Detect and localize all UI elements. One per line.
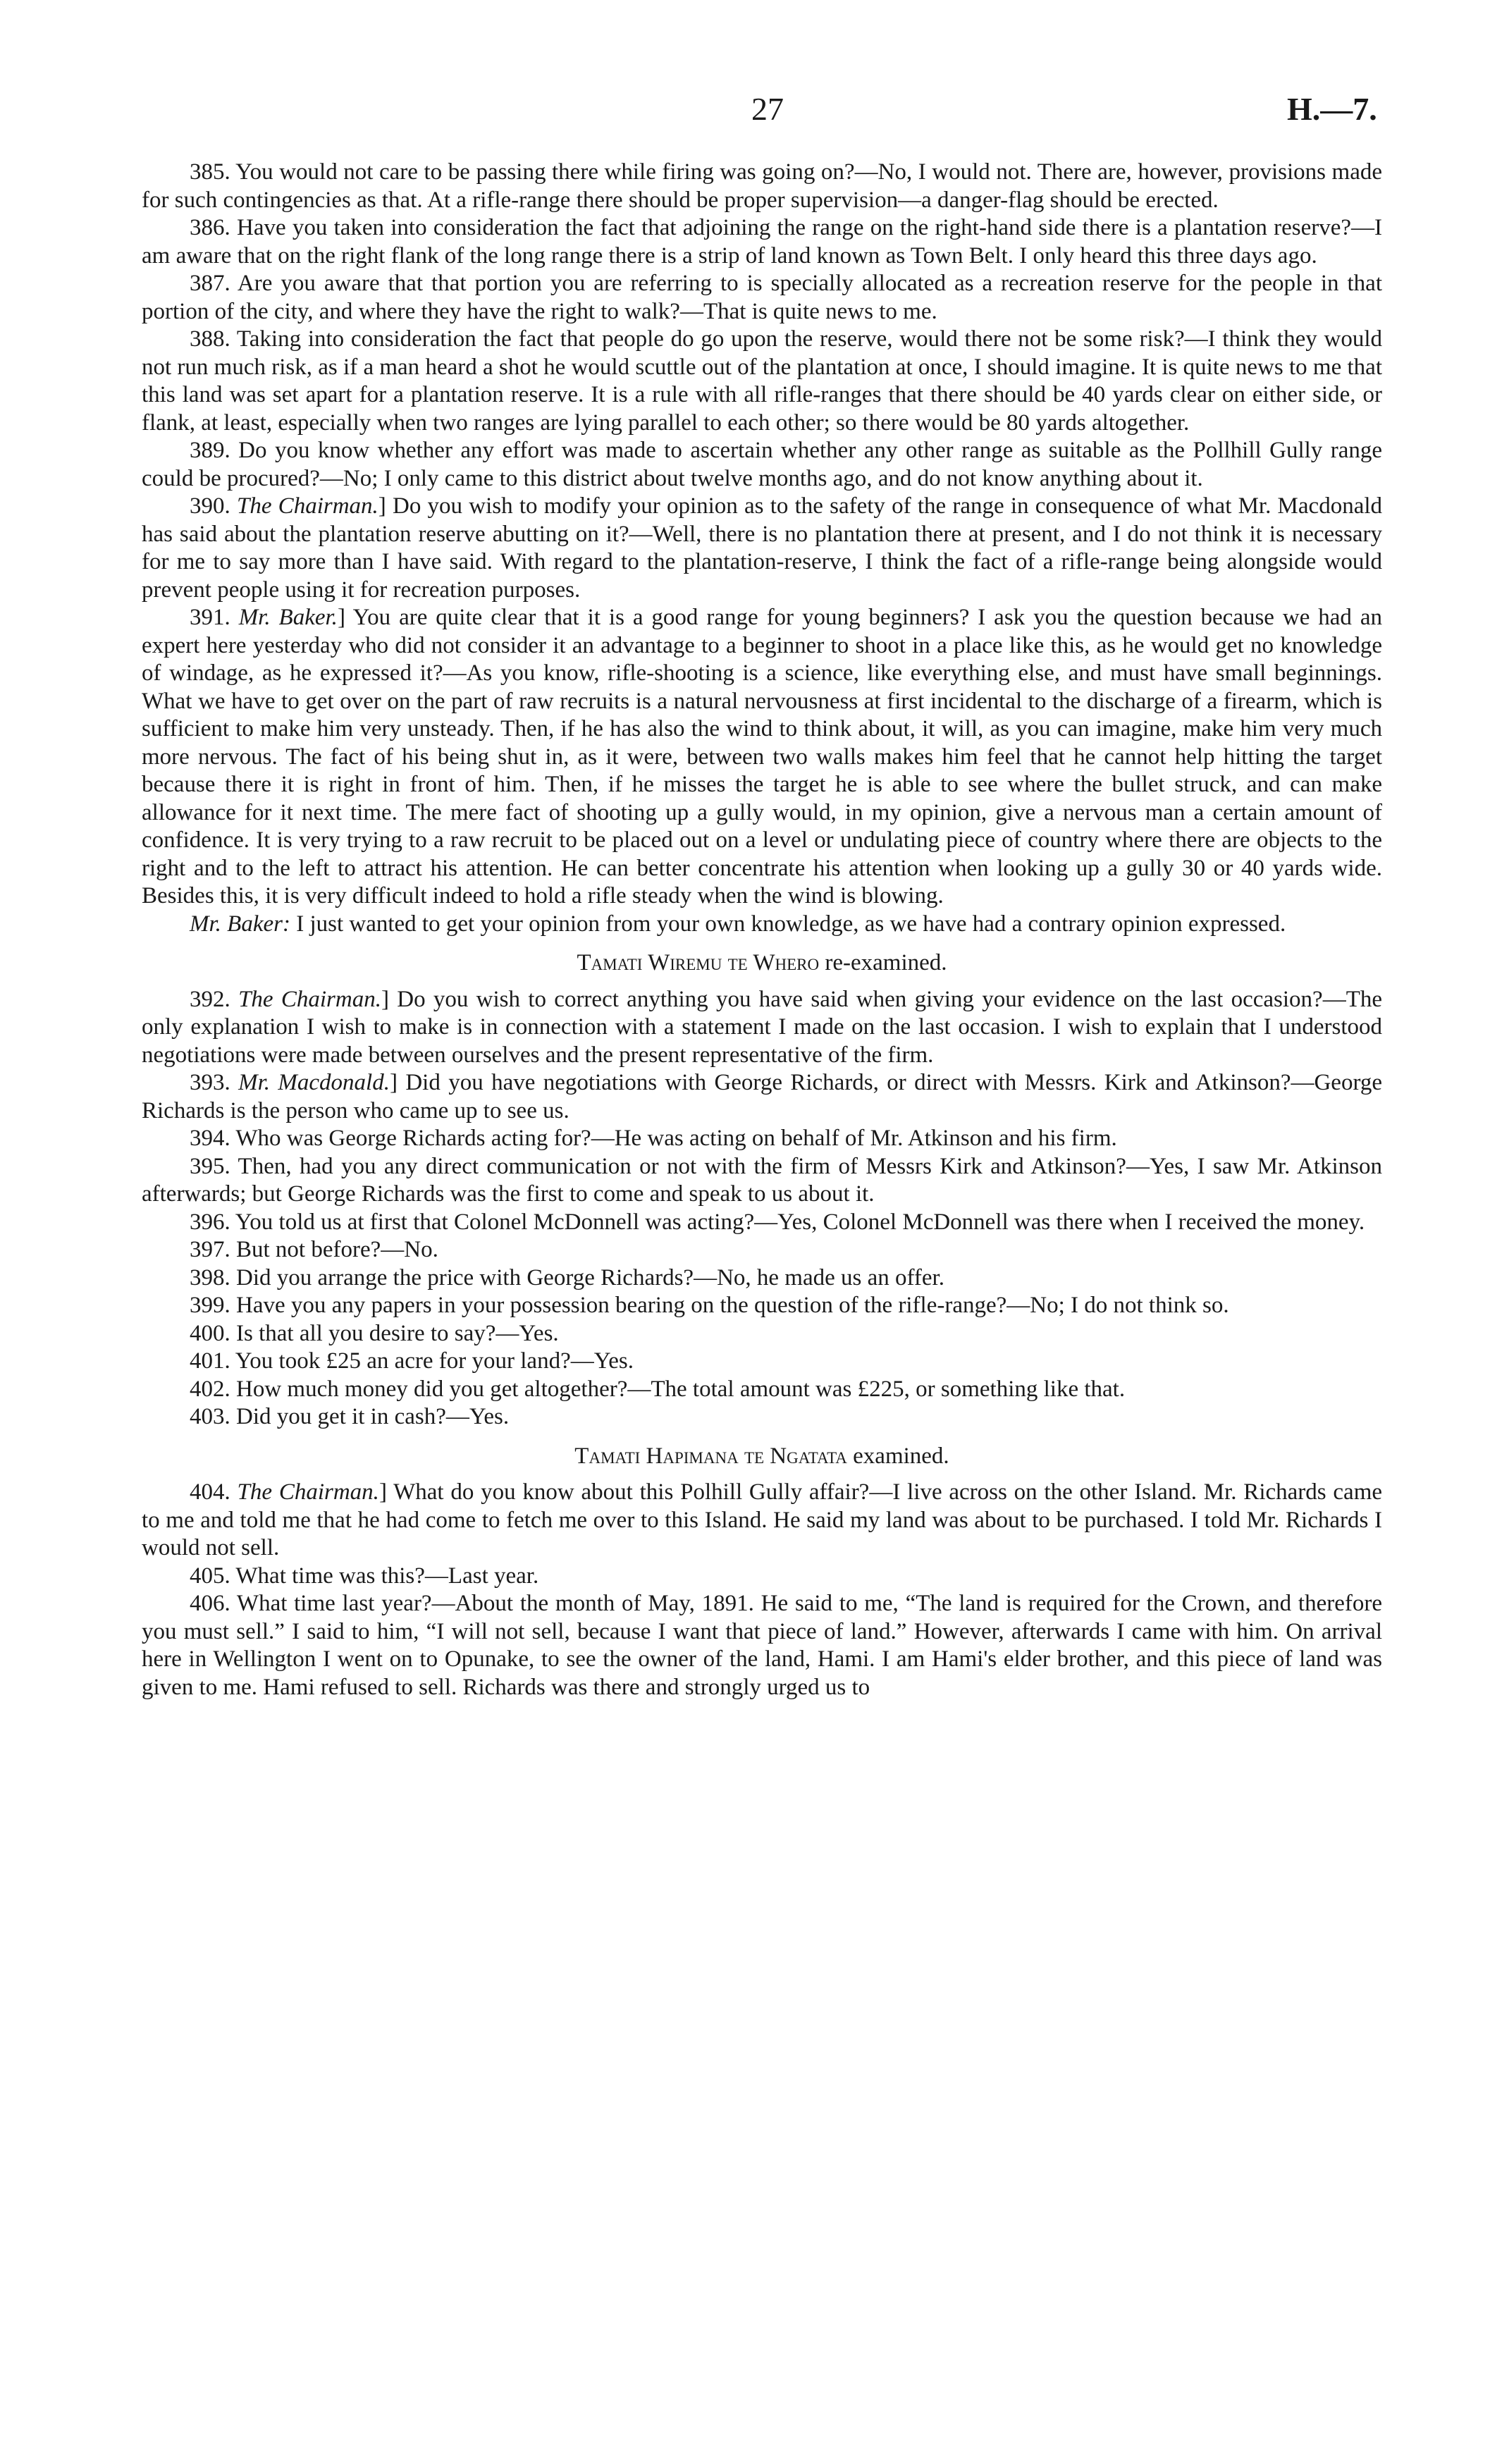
paragraph-text: 388. Taking into consideration the fact that people do go upon the reserve, would there not be some risk?—I think they would not run much risk, as if a man heard a shot he would scuttle out of the plantation at once, I should imagine. It is quite news to me that this land was set apart for a plantation reserve. It is a rule with all rifle-ranges that there should be 40 yards clear on either side, or flank, at least, especially when two ranges are lying parallel to each other; so there would be 80 yards altogether. <box>142 326 1382 436</box>
paragraph-text: 400. Is that all you desire to say?—Yes. <box>190 1320 559 1346</box>
question-number: 392. <box>190 986 239 1012</box>
evidence-paragraph <box>142 1348 1382 1376</box>
body-text <box>142 159 1382 1701</box>
evidence-paragraph <box>142 911 1382 939</box>
page-header <box>0 90 1490 133</box>
evidence-paragraph <box>142 1209 1382 1237</box>
paragraph-text: 394. Who was George Richards acting for?—He was acting on behalf of Mr. Atkinson and his firm. <box>190 1126 1117 1151</box>
document-code: H.—7. <box>1287 91 1377 127</box>
paragraph-text: 386. Have you taken into consideration the fact that adjoining the range on the right-hand side there is a plantation reserve?—I am aware that on the right flank of the long range there is a strip of land known as Town Belt. I only heard this three days ago. <box>142 215 1382 269</box>
witness-heading <box>142 1443 1382 1471</box>
paragraph-text: ] What do you know about this Polhill Gully affair?—I live across on the other Island. Mr. Richards came to me and told me that he had come to fetch me over to this Island. He said my land was about to be purchased. I told Mr. Richards I would not sell. <box>142 1479 1383 1560</box>
evidence-paragraph <box>142 1292 1382 1320</box>
paragraph-text: 387. Are you aware that that portion you are referring to is specially allocated as a recreation reserve for the people in that portion of the city, and where they have the right to walk?—That is quite news to me. <box>142 271 1382 324</box>
speaker-name: Mr. Macdonald. <box>238 1070 390 1095</box>
paragraph-text: 389. Do you know whether any effort was made to ascertain whether any other range as suitable as the Pollhill Gully range could be procured?—No; I only came to this district about twelve months ago, and do not know anything about it. <box>142 438 1382 491</box>
witness-status: re-examined. <box>819 950 947 975</box>
paragraph-text: 396. You told us at first that Colonel McDonnell was acting?—Yes, Colonel McDonnell was there when I received the money. <box>190 1209 1365 1235</box>
paragraph-text: 402. How much money did you get altogether?—The total amount was £225, or something like that. <box>190 1376 1126 1402</box>
question-number: 391. <box>190 605 239 630</box>
evidence-paragraph <box>142 1403 1382 1431</box>
paragraph-text: 405. What time was this?—Last year. <box>190 1563 539 1589</box>
evidence-paragraph <box>142 1069 1382 1125</box>
evidence-paragraph <box>142 326 1382 437</box>
witness-heading <box>142 949 1382 978</box>
witness-name: Tamati Hapimana te Ngatata <box>574 1443 847 1469</box>
paragraph-text: 398. Did you arrange the price with George Richards?—No, he made us an offer. <box>190 1264 944 1290</box>
evidence-paragraph <box>142 1479 1382 1563</box>
speaker-name: The Chairman. <box>237 1479 379 1505</box>
paragraph-text: 406. What time last year?—About the month of May, 1891. He said to me, “The land is required for the Crown, and therefore you must sell.” I said to him, “I will not sell, because I want that piece of land.” However, afterwards I came with him. On arrival here in Wellington I went on to Opunake, to see the owner of the land, Hami. I am Hami's elder brother, and this piece of land was given to me. Hami refused to sell. Richards was there and strongly urged us to <box>142 1591 1382 1700</box>
evidence-paragraph <box>142 1125 1382 1153</box>
speaker-name: The Chairman. <box>238 986 381 1012</box>
evidence-paragraph <box>142 493 1382 604</box>
paragraph-text: 385. You would not care to be passing there while firing was going on?—No, I would not. There are, however, provisions made for such contingencies as that. At a rifle-range there should be proper supervision—a danger-flag should be erected. <box>142 159 1382 213</box>
question-number: 404. <box>190 1479 238 1505</box>
evidence-paragraph <box>142 1376 1382 1404</box>
question-number: 390. <box>190 493 237 519</box>
paragraph-text: I just wanted to get your opinion from your own knowledge, as we have had a contrary opinion expressed. <box>290 911 1286 937</box>
evidence-paragraph <box>142 1320 1382 1348</box>
paragraph-text: ] Do you wish to modify your opinion as to the safety of the range in consequence of what Mr. Macdonald has said about the plantation reserve abutting on it?—Well, there is no plantation there at present, and I do not think it is necessary for me to say more than I have said. With regard to the plantation-reserve, I think the fact of a rifle-range being alongside would prevent people using it for recreation purposes. <box>142 493 1383 603</box>
witness-status: examined. <box>846 1443 949 1469</box>
speaker-name: Mr. Baker: <box>190 911 290 937</box>
evidence-paragraph <box>142 986 1382 1070</box>
evidence-paragraph <box>142 214 1382 270</box>
paragraph-text: 401. You took £25 an acre for your land?—Yes. <box>190 1348 634 1374</box>
evidence-paragraph <box>142 1563 1382 1591</box>
evidence-paragraph <box>142 604 1382 911</box>
paragraph-text: ] Did you have negotiations with George Richards, or direct with Messrs. Kirk and Atkinson?—George Richards is the person who came up to see us. <box>142 1070 1382 1123</box>
page-number: 27 <box>751 91 784 127</box>
paragraph-text: 403. Did you get it in cash?—Yes. <box>190 1404 510 1429</box>
speaker-name: Mr. Baker. <box>238 605 338 630</box>
question-number: 393. <box>190 1070 239 1095</box>
speaker-name: The Chairman. <box>236 493 378 519</box>
evidence-paragraph <box>142 1264 1382 1293</box>
witness-name: Tamati Wiremu te Whero <box>577 950 820 975</box>
paragraph-text: ] Do you wish to correct anything you have said when giving your evidence on the last occasion?—The only explanation I wish to make is in connection with a statement I made on the last occasion. I wish to explain that I understood negotiations were made between ourselves and the present representative of the firm. <box>142 986 1383 1068</box>
evidence-paragraph <box>142 1236 1382 1264</box>
evidence-paragraph <box>142 270 1382 326</box>
paragraph-text: 399. Have you any papers in your possession bearing on the question of the rifle-range?—No; I do not think so. <box>190 1293 1229 1318</box>
paragraph-text: ] You are quite clear that it is a good range for young beginners? I ask you the question because we had an expert here yesterday who did not consider it an advantage to a beginner to shoot in a place like this, as he would get no knowledge of windage, as he expressed it?—As you know, rifle-shooting is a science, like everything else, and must have small beginnings. What we have to get over on the part of raw recruits is a natural nervousness at first incidental to the discharge of a firearm, which is sufficient to make him very unsteady. Then, if he has also the wind to think about, it will, as you can imagine, make him very much more nervous. The fact of his being shut in, as it were, between two walls makes him feel that he cannot help hitting the target because there it is right in front of him. Then, if he misses the target he is able to see where the bullet struck, and can make allowance for it next time. The mere fact of shooting up a gully would, in my opinion, give a nervous man a certain amount of confidence. It is very trying to a raw recruit to be placed out on a level or undulating piece of country where there are objects to the right and to the left to attract his attention. He can better concentrate his attention when looking up a gully 30 or 40 yards wide. Besides this, it is very difficult indeed to hold a rifle steady when the wind is blowing. <box>142 605 1383 908</box>
paragraph-text: 395. Then, had you any direct communication or not with the firm of Messrs Kirk and Atkinson?—Yes, I saw Mr. Atkinson afterwards; but George Richards was the first to come and speak to us about it. <box>142 1153 1382 1207</box>
evidence-paragraph <box>142 1153 1382 1209</box>
evidence-paragraph <box>142 1590 1382 1701</box>
evidence-paragraph <box>142 159 1382 214</box>
evidence-paragraph <box>142 437 1382 493</box>
paragraph-text: 397. But not before?—No. <box>190 1237 438 1262</box>
